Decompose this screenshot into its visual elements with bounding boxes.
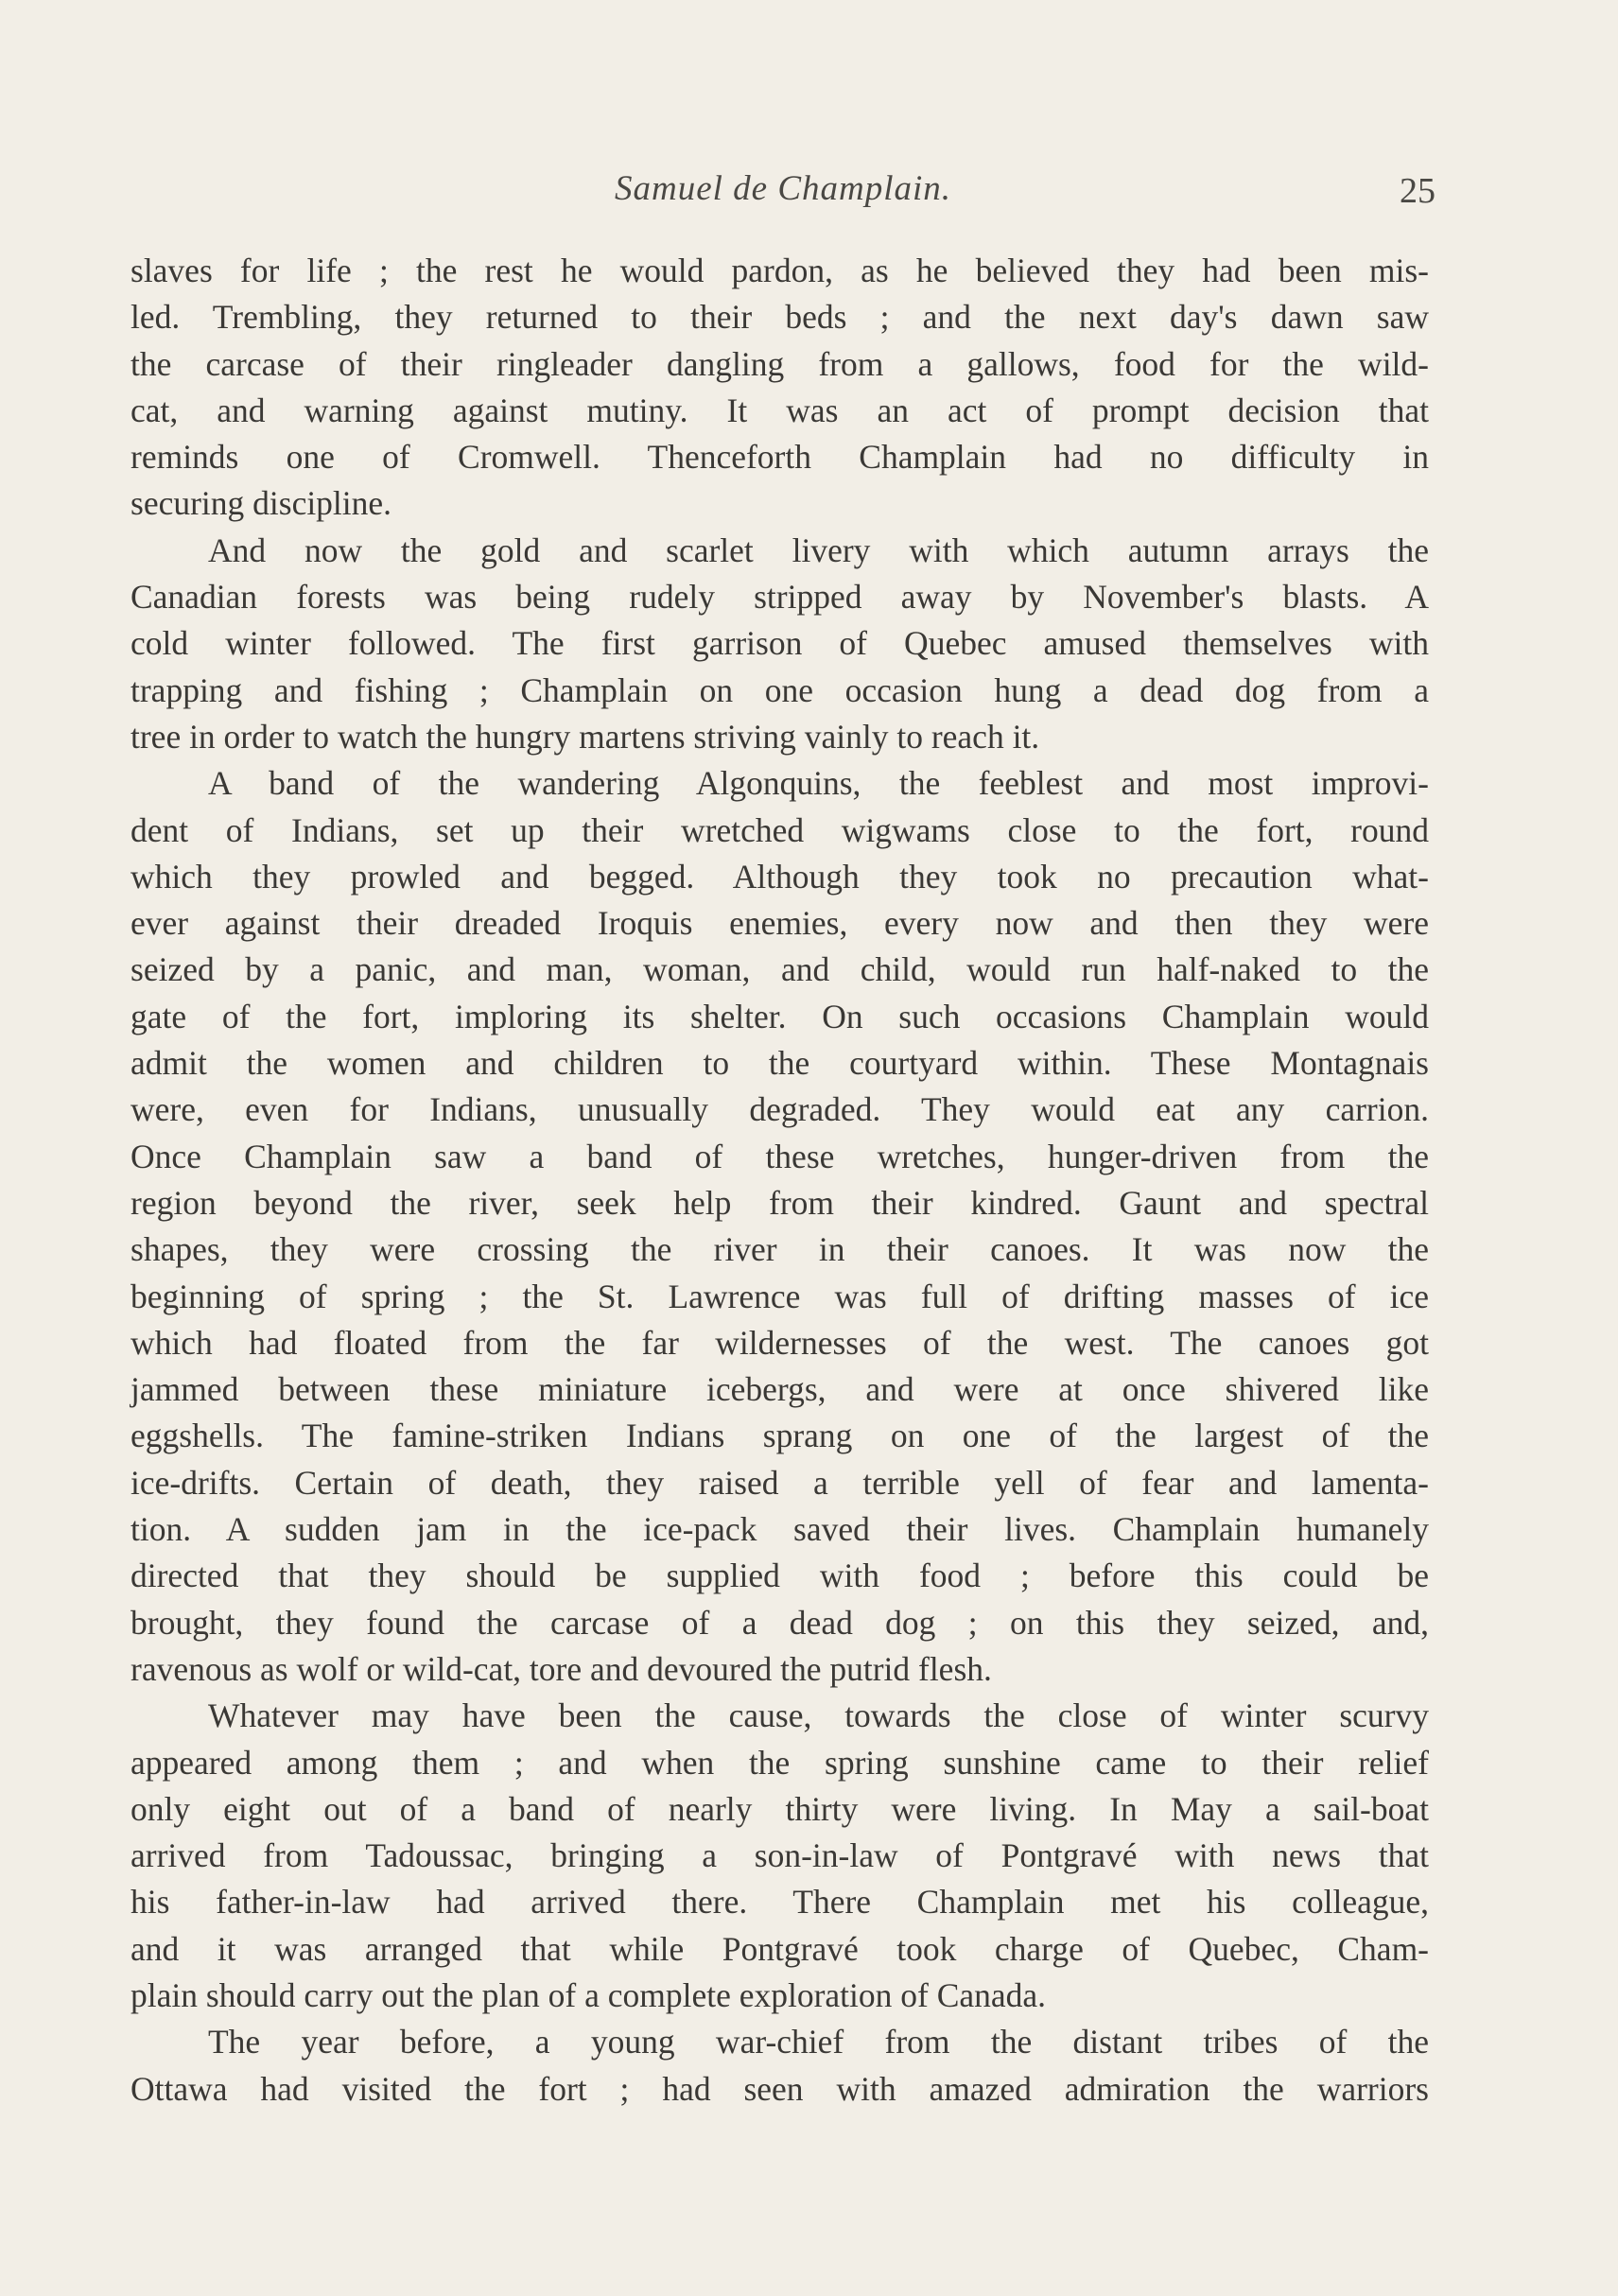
text-line: shapes, they were crossing the river in their canoes. It was now the — [130, 1230, 1429, 1269]
text-line: admit the women and children to the courtyard within. These Montagnais — [130, 1044, 1429, 1083]
text-line: securing discipline. — [130, 484, 392, 523]
text-line: ice-drifts. Certain of death, they raised a terrible yell of fear and lamenta- — [130, 1463, 1429, 1502]
text-line: tion. A sudden jam in the ice-pack saved their lives. Champlain humanely — [130, 1510, 1429, 1549]
text-line: arrived from Tadoussac, bringing a son-in-law of Pontgravé with news that — [130, 1836, 1429, 1875]
text-line: dent of Indians, set up their wretched wigwams close to the fort, round — [130, 810, 1429, 849]
text-line: beginning of spring ; the St. Lawrence was full of drifting masses of ice — [130, 1277, 1429, 1315]
text-line: led. Trembling, they returned to their beds ; and the next day's dawn saw — [130, 298, 1429, 337]
text-line: cat, and warning against mutiny. It was an act of prompt decision that — [130, 391, 1429, 429]
text-line: were, even for Indians, unusually degraded. They would eat any carrion. — [130, 1090, 1429, 1129]
text-line: eggshells. The famine-striken Indians sprang on one of the largest of the — [130, 1417, 1429, 1455]
text-line: ravenous as wolf or wild-cat, tore and devoured the putrid flesh. — [130, 1649, 992, 1688]
text-line: brought, they found the carcase of a dead dog ; on this they seized, and, — [130, 1603, 1429, 1642]
text-line: which had floated from the far wildernesses of the west. The canoes got — [130, 1323, 1429, 1362]
text-line: Once Champlain saw a band of these wretches, hunger-driven from the — [130, 1137, 1429, 1175]
paragraph-start-line: And now the gold and scarlet livery with which autumn arrays the — [208, 531, 1429, 569]
text-line: ever against their dreaded Iroquis enemies, every now and then they were — [130, 904, 1429, 943]
text-line: trapping and fishing ; Champlain on one occasion hung a dead dog from a — [130, 670, 1429, 709]
text-line: his father-in-law had arrived there. There Champlain met his colleague, — [130, 1883, 1429, 1922]
paragraph-start-line: Whatever may have been the cause, towards the close of winter scurvy — [208, 1696, 1429, 1735]
text-line: seized by a panic, and man, woman, and child, would run half-naked to the — [130, 950, 1429, 989]
page-number: 25 — [1400, 171, 1435, 211]
text-line: which they prowled and begged. Although they took no precaution what- — [130, 857, 1429, 896]
running-header — [130, 168, 1435, 225]
paragraph-start-line: The year before, a young war-chief from the distant tribes of the — [208, 2023, 1429, 2061]
text-line: plain should carry out the plan of a complete exploration of Canada. — [130, 1975, 1047, 2014]
text-line: cold winter followed. The first garrison of Quebec amused themselves with — [130, 624, 1429, 663]
paragraph-start-line: A band of the wandering Algonquins, the feeblest and most improvi- — [208, 764, 1429, 803]
text-line: slaves for life ; the rest he would pardon, as he believed they had been mis- — [130, 252, 1429, 289]
body-text — [130, 248, 1429, 2113]
text-line: gate of the fort, imploring its shelter. On such occasions Champlain would — [130, 997, 1429, 1035]
running-title: Samuel de Champlain. — [614, 169, 952, 208]
text-line: only eight out of a band of nearly thirty were living. In May a sail-boat — [130, 1789, 1429, 1828]
text-line: Ottawa had visited the fort ; had seen with amazed admiration the warriors — [130, 2069, 1429, 2108]
text-line: the carcase of their ringleader dangling from a gallows, food for the wild- — [130, 344, 1429, 383]
text-line: reminds one of Cromwell. Thenceforth Champlain had no difficulty in — [130, 438, 1429, 477]
text-line: and it was arranged that while Pontgravé took charge of Quebec, Cham- — [130, 1929, 1429, 1968]
text-line: Canadian forests was being rudely stripped away by November's blasts. A — [130, 578, 1429, 617]
text-line: jammed between these miniature icebergs, and were at once shivered like — [130, 1370, 1429, 1409]
text-line: tree in order to watch the hungry martens striving vainly to reach it. — [130, 717, 1040, 756]
text-line: region beyond the river, seek help from their kindred. Gaunt and spectral — [130, 1183, 1429, 1222]
text-line: appeared among them ; and when the spring sunshine came to their relief — [130, 1743, 1429, 1782]
text-line: directed that they should be supplied with food ; before this could be — [130, 1557, 1429, 1595]
